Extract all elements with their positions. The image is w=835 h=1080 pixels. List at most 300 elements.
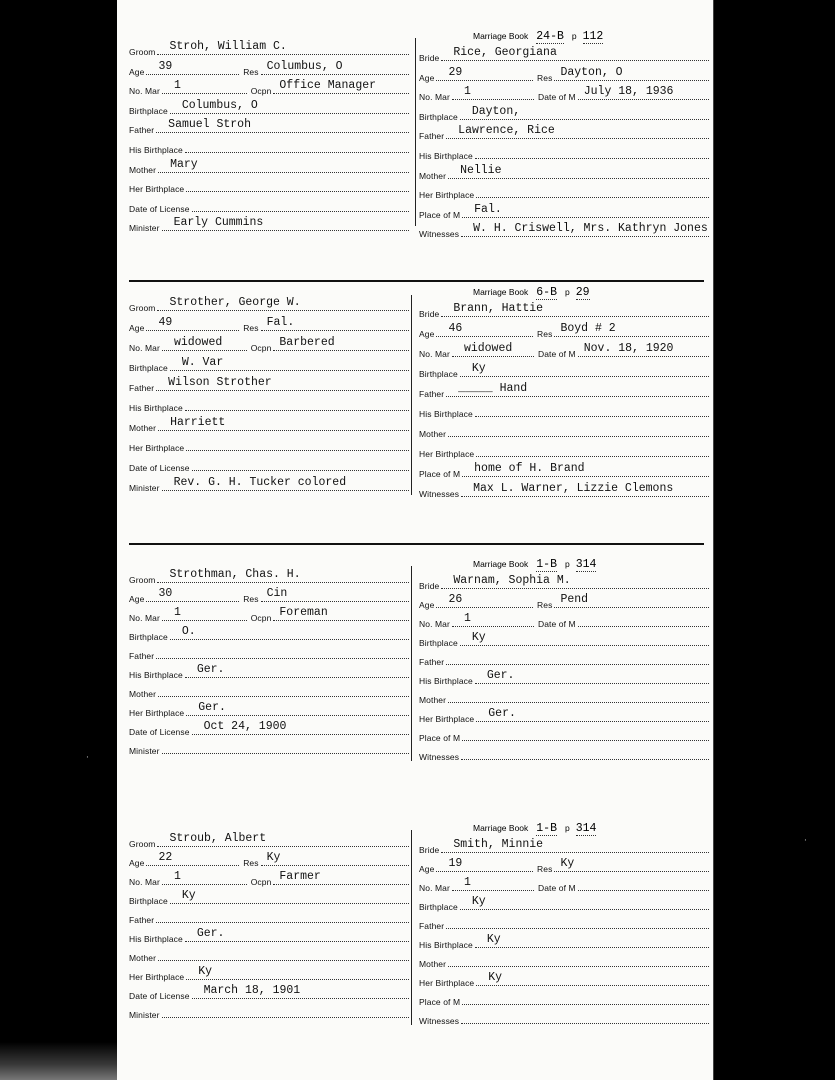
groom-minister-label: Minister (129, 483, 160, 493)
marriage-book-number: 1-B (536, 558, 557, 571)
groom-minister-field (129, 743, 409, 759)
groom-date_license-field (129, 201, 409, 217)
bride-his_birthplace-field (419, 406, 709, 422)
groom-birthplace-field (129, 625, 409, 645)
page-number: 314 (575, 558, 597, 571)
groom-her_birthplace-field (129, 181, 409, 197)
res-value: Ky (560, 857, 575, 870)
date_of_m-value: Nov. 18, 1920 (583, 342, 674, 355)
res-label: Res (243, 66, 259, 77)
bride-place_of_m-line (462, 730, 709, 741)
groom-age-field (129, 59, 409, 80)
groom-father-label: Father (129, 125, 155, 136)
date_of_m-label: Date of M (537, 92, 576, 103)
bride-witnesses-field (419, 482, 709, 502)
groom-her_birthplace-label: Her Birthplace (129, 184, 185, 195)
bride-age-field (419, 593, 709, 613)
groom-no_mar-label: No. Mar (129, 613, 160, 623)
groom-his_birthplace-label: His Birthplace (129, 145, 183, 155)
bride-witnesses-line (461, 1013, 709, 1024)
groom-mother-field (129, 686, 409, 702)
sheet-right-edge (713, 0, 714, 1080)
res-line (261, 316, 409, 331)
bride-bride-line (441, 574, 709, 589)
groom-no_mar-line (162, 79, 247, 94)
bride-place_of_m-line (462, 202, 709, 218)
bride-age-label: Age (419, 72, 435, 83)
bride-age-label: Age (419, 600, 435, 610)
groom-date_license-field (129, 984, 409, 1004)
res-label: Res (243, 858, 259, 868)
groom-mother-line (158, 950, 409, 961)
res-line (261, 587, 409, 602)
groom-no_mar-field (129, 606, 409, 626)
groom-birthplace-label: Birthplace (129, 363, 168, 373)
groom-his_birthplace-field (129, 400, 409, 416)
bride-place_of_m-field (419, 202, 709, 223)
groom-mother-label: Mother (129, 423, 157, 433)
groom-father-line (156, 912, 409, 923)
bride-father-field (419, 918, 709, 934)
ocpn-line (273, 336, 409, 351)
bride-birthplace-line (460, 362, 709, 377)
bride-no_mar-line (452, 85, 534, 100)
res-line (554, 593, 709, 608)
groom-father-value: Wilson Strother (168, 376, 272, 389)
res-label: Res (243, 323, 259, 333)
bride-no_mar-label: No. Mar (419, 619, 450, 629)
bride-mother-line (448, 956, 709, 967)
bride-no_mar-label: No. Mar (419, 349, 450, 359)
res-value: Ky (266, 851, 281, 864)
groom-his_birthplace-label: His Birthplace (129, 403, 183, 413)
ocpn-label: Ocpn (250, 877, 272, 887)
groom-father-line (156, 118, 409, 133)
groom-age-label: Age (129, 594, 145, 604)
bride-no_mar-value: widowed (463, 342, 513, 355)
groom-birthplace-line (170, 98, 409, 114)
groom-his_birthplace-value: Ger. (196, 927, 225, 940)
groom-his_birthplace-label: His Birthplace (129, 934, 183, 944)
groom-mother-value: Harriett (170, 416, 226, 429)
groom-birthplace-value: Columbus, O (181, 98, 258, 112)
groom-his_birthplace-line (185, 400, 409, 411)
ocpn-label: Ocpn (250, 613, 272, 623)
groom-father-label: Father (129, 915, 155, 925)
groom-no_mar-value: 1 (173, 606, 181, 619)
bride-bride-label: Bride (419, 53, 440, 63)
bride-her_birthplace-line (476, 707, 709, 722)
groom-groom-label: Groom (129, 839, 156, 849)
groom-groom-line (157, 832, 409, 847)
record-divider (129, 280, 704, 282)
groom-her_birthplace-label: Her Birthplace (129, 443, 185, 453)
page-label: p (565, 287, 570, 297)
groom-minister-field (129, 1007, 409, 1023)
bride-witnesses-line (461, 222, 709, 237)
bride-place_of_m-field (419, 462, 709, 482)
center-rule-3 (411, 566, 412, 761)
groom-age-line (146, 316, 239, 331)
groom-groom-label: Groom (129, 47, 156, 57)
groom-groom-line (157, 296, 409, 311)
groom-age-value: 39 (158, 59, 173, 73)
bride-mother-line (448, 163, 709, 179)
bride-no_mar-field (419, 85, 709, 105)
bride-birthplace-label: Birthplace (419, 638, 458, 648)
bride-witnesses-label: Witnesses (419, 752, 460, 762)
groom-birthplace-line (170, 625, 409, 640)
bride-bride-label: Bride (419, 845, 440, 855)
res-value: Pend (560, 593, 589, 606)
page-number: 314 (575, 822, 597, 835)
center-rule-2 (411, 295, 412, 495)
groom-birthplace-value: O. (181, 625, 196, 638)
res-line (261, 851, 409, 866)
bride-birthplace-line (460, 104, 709, 120)
bride-his_birthplace-line (475, 933, 709, 948)
bride-bride-field (419, 574, 709, 594)
groom-father-label: Father (129, 383, 155, 393)
bride-his_birthplace-field (419, 148, 709, 164)
bride-mother-field (419, 163, 709, 184)
groom-groom-field (129, 296, 409, 316)
bride-her_birthplace-line (476, 971, 709, 986)
date_of_m-line (578, 880, 709, 891)
bride-his_birthplace-value: Ky (486, 933, 501, 946)
groom-his_birthplace-field (129, 927, 409, 947)
bride-his_birthplace-field (419, 933, 709, 953)
bride-father-label: Father (419, 657, 445, 667)
res-line (554, 322, 709, 337)
scan-mark: · (804, 836, 807, 846)
bride-father-line (446, 382, 709, 397)
groom-minister-line (162, 743, 409, 754)
bride-age-line (436, 322, 533, 337)
marriage-book-label: Marriage Book (473, 31, 529, 41)
bride-father-value: _____ Hand (458, 382, 528, 395)
date_of_m-line (578, 616, 709, 627)
bride-no_mar-field (419, 612, 709, 632)
groom-his_birthplace-label: His Birthplace (129, 670, 183, 680)
groom-no_mar-value: 1 (173, 870, 181, 883)
bride-her_birthplace-label: Her Birthplace (419, 714, 475, 724)
marriage-book-ref (473, 822, 596, 835)
bride-bride-line (441, 838, 709, 853)
bride-no_mar-line (452, 876, 534, 891)
bride-bride-field (419, 46, 709, 66)
bride-age-line (436, 65, 533, 81)
ocpn-value: Office Manager (279, 79, 377, 93)
bride-his_birthplace-value: Ger. (486, 669, 515, 682)
res-label: Res (537, 600, 553, 610)
groom-his_birthplace-field (129, 142, 409, 158)
groom-father-label: Father (129, 651, 155, 661)
bride-age-label: Age (419, 329, 435, 339)
groom-groom-field (129, 40, 409, 60)
groom-her_birthplace-field (129, 701, 409, 721)
groom-minister-field (129, 216, 409, 236)
groom-birthplace-line (170, 889, 409, 904)
groom-mother-field (129, 157, 409, 178)
groom-father-line (156, 376, 409, 391)
bride-age-value: 19 (448, 857, 463, 870)
groom-age-label: Age (129, 858, 145, 868)
index-card-sheet (117, 0, 714, 1080)
groom-groom-value: Stroub, Albert (169, 832, 267, 845)
ocpn-value: Barbered (279, 336, 335, 349)
bride-mother-line (448, 692, 709, 703)
bride-age-field (419, 65, 709, 86)
groom-groom-label: Groom (129, 303, 156, 313)
bride-no_mar-line (452, 342, 534, 357)
bride-birthplace-field (419, 104, 709, 125)
groom-age-value: 30 (158, 587, 173, 600)
groom-no_mar-label: No. Mar (129, 86, 160, 97)
groom-father-field (129, 118, 409, 138)
groom-mother-line (158, 686, 409, 697)
groom-groom-field (129, 832, 409, 852)
bride-his_birthplace-line (475, 406, 709, 417)
groom-date_license-value: March 18, 1901 (203, 984, 301, 997)
groom-date_license-line (192, 720, 409, 735)
bride-mother-field (419, 426, 709, 442)
bride-birthplace-line (460, 631, 709, 646)
groom-father-field (129, 648, 409, 664)
groom-minister-line (162, 216, 409, 231)
groom-date_license-label: Date of License (129, 991, 190, 1001)
date_of_m-line (578, 342, 709, 357)
res-value: Dayton, O (560, 65, 623, 79)
groom-age-field (129, 851, 409, 871)
bride-place_of_m-label: Place of M (419, 209, 461, 220)
bride-his_birthplace-label: His Birthplace (419, 940, 473, 950)
bride-birthplace-label: Birthplace (419, 369, 458, 379)
groom-no_mar-field (129, 336, 409, 356)
groom-her_birthplace-line (186, 440, 409, 451)
bride-no_mar-label: No. Mar (419, 92, 450, 103)
bride-birthplace-field (419, 631, 709, 651)
bride-place_of_m-line (462, 462, 709, 477)
groom-birthplace-line (170, 356, 409, 371)
bride-his_birthplace-label: His Birthplace (419, 151, 473, 161)
bride-birthplace-value: Ky (471, 362, 486, 375)
groom-no_mar-value: widowed (173, 336, 223, 349)
bride-no_mar-value: 1 (463, 612, 471, 625)
groom-groom-label: Groom (129, 575, 156, 585)
bride-place_of_m-line (462, 994, 709, 1005)
groom-her_birthplace-label: Her Birthplace (129, 972, 185, 982)
groom-age-value: 22 (158, 851, 173, 864)
bride-no_mar-field (419, 876, 709, 896)
bride-her_birthplace-line (476, 187, 709, 198)
groom-date_license-label: Date of License (129, 203, 190, 214)
groom-age-line (146, 587, 239, 602)
groom-birthplace-value: W. Var (181, 356, 224, 369)
bride-age-value: 26 (448, 593, 463, 606)
bride-her_birthplace-line (476, 446, 709, 457)
ocpn-label: Ocpn (250, 343, 272, 353)
bride-his_birthplace-line (475, 148, 709, 159)
date_of_m-line (578, 85, 709, 100)
groom-date_license-line (192, 984, 409, 999)
groom-age-field (129, 587, 409, 607)
groom-father-field (129, 376, 409, 396)
groom-groom-value: Stroh, William C. (169, 40, 287, 53)
groom-his_birthplace-line (185, 142, 409, 153)
bride-age-value: 46 (448, 322, 463, 335)
groom-age-line (146, 59, 239, 75)
bride-bride-field (419, 838, 709, 858)
groom-mother-field (129, 950, 409, 966)
groom-father-field (129, 912, 409, 928)
groom-mother-label: Mother (129, 953, 157, 963)
bride-mother-label: Mother (419, 429, 447, 439)
groom-no_mar-field (129, 870, 409, 890)
groom-father-value: Samuel Stroh (168, 118, 251, 132)
groom-mother-label: Mother (129, 689, 157, 699)
date_of_m-label: Date of M (537, 619, 576, 629)
marriage-book-number: 6-B (536, 286, 557, 299)
groom-minister-label: Minister (129, 223, 160, 234)
res-value: Cin (266, 587, 288, 600)
bride-bride-label: Bride (419, 581, 440, 591)
bride-age-field (419, 322, 709, 342)
date_of_m-label: Date of M (537, 349, 576, 359)
bride-birthplace-value: Ky (471, 895, 486, 908)
center-rule-4 (411, 830, 412, 1025)
bride-his_birthplace-line (475, 669, 709, 684)
bride-no_mar-value: 1 (463, 876, 471, 889)
ocpn-line (273, 870, 409, 885)
bride-father-field (419, 124, 709, 144)
marriage-book-label: Marriage Book (473, 287, 529, 297)
bride-age-label: Age (419, 864, 435, 874)
bride-her_birthplace-label: Her Birthplace (419, 449, 475, 459)
groom-minister-line (162, 1007, 409, 1018)
bride-place_of_m-label: Place of M (419, 469, 461, 479)
groom-minister-value: Rev. G. H. Tucker colored (173, 476, 347, 489)
bride-his_birthplace-label: His Birthplace (419, 409, 473, 419)
bride-father-field (419, 382, 709, 402)
groom-date_license-line (192, 201, 409, 212)
bride-place_of_m-value: home of H. Brand (474, 462, 585, 475)
groom-her_birthplace-field (129, 440, 409, 456)
marriage-book-ref (473, 286, 590, 299)
bride-her_birthplace-value: Ger. (488, 707, 516, 720)
res-value: Columbus, O (266, 59, 343, 73)
groom-age-label: Age (129, 323, 145, 333)
scan-mark: · (86, 753, 89, 763)
bride-birthplace-value: Dayton, (471, 104, 521, 118)
bride-no_mar-value: 1 (463, 85, 471, 99)
bride-birthplace-field (419, 895, 709, 915)
groom-date_license-field (129, 720, 409, 740)
bride-witnesses-value: W. H. Criswell, Mrs. Kathryn Jones (473, 222, 708, 236)
bride-place_of_m-label: Place of M (419, 997, 461, 1007)
groom-date_license-label: Date of License (129, 463, 190, 473)
bride-mother-line (448, 426, 709, 437)
ocpn-line (273, 606, 409, 621)
bride-father-line (446, 654, 709, 665)
res-label: Res (243, 594, 259, 604)
groom-date_license-label: Date of License (129, 727, 190, 737)
bride-his_birthplace-label: His Birthplace (419, 676, 473, 686)
bride-bride-value: Smith, Minnie (453, 838, 544, 851)
page-label: p (571, 31, 577, 41)
groom-minister-line (162, 476, 409, 491)
ocpn-line (273, 79, 409, 94)
bride-father-label: Father (419, 921, 445, 931)
bride-mother-field (419, 956, 709, 972)
groom-mother-field (129, 416, 409, 436)
ocpn-value: Foreman (279, 606, 328, 619)
bride-bride-line (441, 46, 709, 61)
groom-his_birthplace-line (185, 927, 409, 942)
date_of_m-label: Date of M (537, 883, 576, 893)
groom-minister-field (129, 476, 409, 496)
groom-no_mar-label: No. Mar (129, 877, 160, 887)
bride-her_birthplace-value: Ky (488, 971, 503, 984)
groom-her_birthplace-field (129, 965, 409, 985)
bride-age-line (436, 857, 533, 872)
bride-father-label: Father (419, 389, 445, 399)
page-number: 29 (575, 286, 590, 299)
marriage-book-number: 24-B (536, 30, 564, 43)
groom-her_birthplace-value: Ger. (198, 701, 226, 714)
res-line (261, 59, 409, 75)
groom-mother-line (158, 416, 409, 431)
groom-no_mar-line (162, 870, 247, 885)
groom-minister-value: Early Cummins (173, 216, 264, 230)
groom-his_birthplace-field (129, 663, 409, 683)
groom-father-line (156, 648, 409, 659)
bride-no_mar-line (452, 612, 534, 627)
bride-her_birthplace-field (419, 187, 709, 203)
groom-age-field (129, 316, 409, 336)
groom-birthplace-field (129, 356, 409, 376)
marriage-book-label: Marriage Book (473, 823, 529, 833)
bride-witnesses-label: Witnesses (419, 1016, 460, 1026)
bride-birthplace-line (460, 895, 709, 910)
record-divider (129, 543, 704, 545)
groom-birthplace-label: Birthplace (129, 105, 168, 116)
groom-groom-value: Strothman, Chas. H. (169, 568, 301, 581)
bride-father-field (419, 654, 709, 670)
bride-mother-field (419, 692, 709, 708)
page-label: p (565, 823, 570, 833)
groom-birthplace-label: Birthplace (129, 896, 168, 906)
bride-birthplace-label: Birthplace (419, 111, 458, 122)
groom-date_license-field (129, 460, 409, 476)
groom-groom-line (157, 40, 409, 55)
bride-birthplace-label: Birthplace (419, 902, 458, 912)
bride-witnesses-line (461, 749, 709, 760)
date_of_m-value: July 18, 1936 (583, 85, 674, 99)
marriage-book-ref (473, 558, 596, 571)
res-label: Res (537, 72, 553, 83)
bride-her_birthplace-field (419, 446, 709, 462)
res-value: Boyd # 2 (560, 322, 616, 335)
bride-father-line (446, 918, 709, 929)
groom-groom-value: Strother, George W. (169, 296, 301, 309)
bride-no_mar-label: No. Mar (419, 883, 450, 893)
groom-age-label: Age (129, 66, 145, 77)
res-value: Fal. (266, 316, 295, 329)
bride-age-field (419, 857, 709, 877)
bride-place_of_m-label: Place of M (419, 733, 461, 743)
ocpn-label: Ocpn (250, 86, 272, 97)
